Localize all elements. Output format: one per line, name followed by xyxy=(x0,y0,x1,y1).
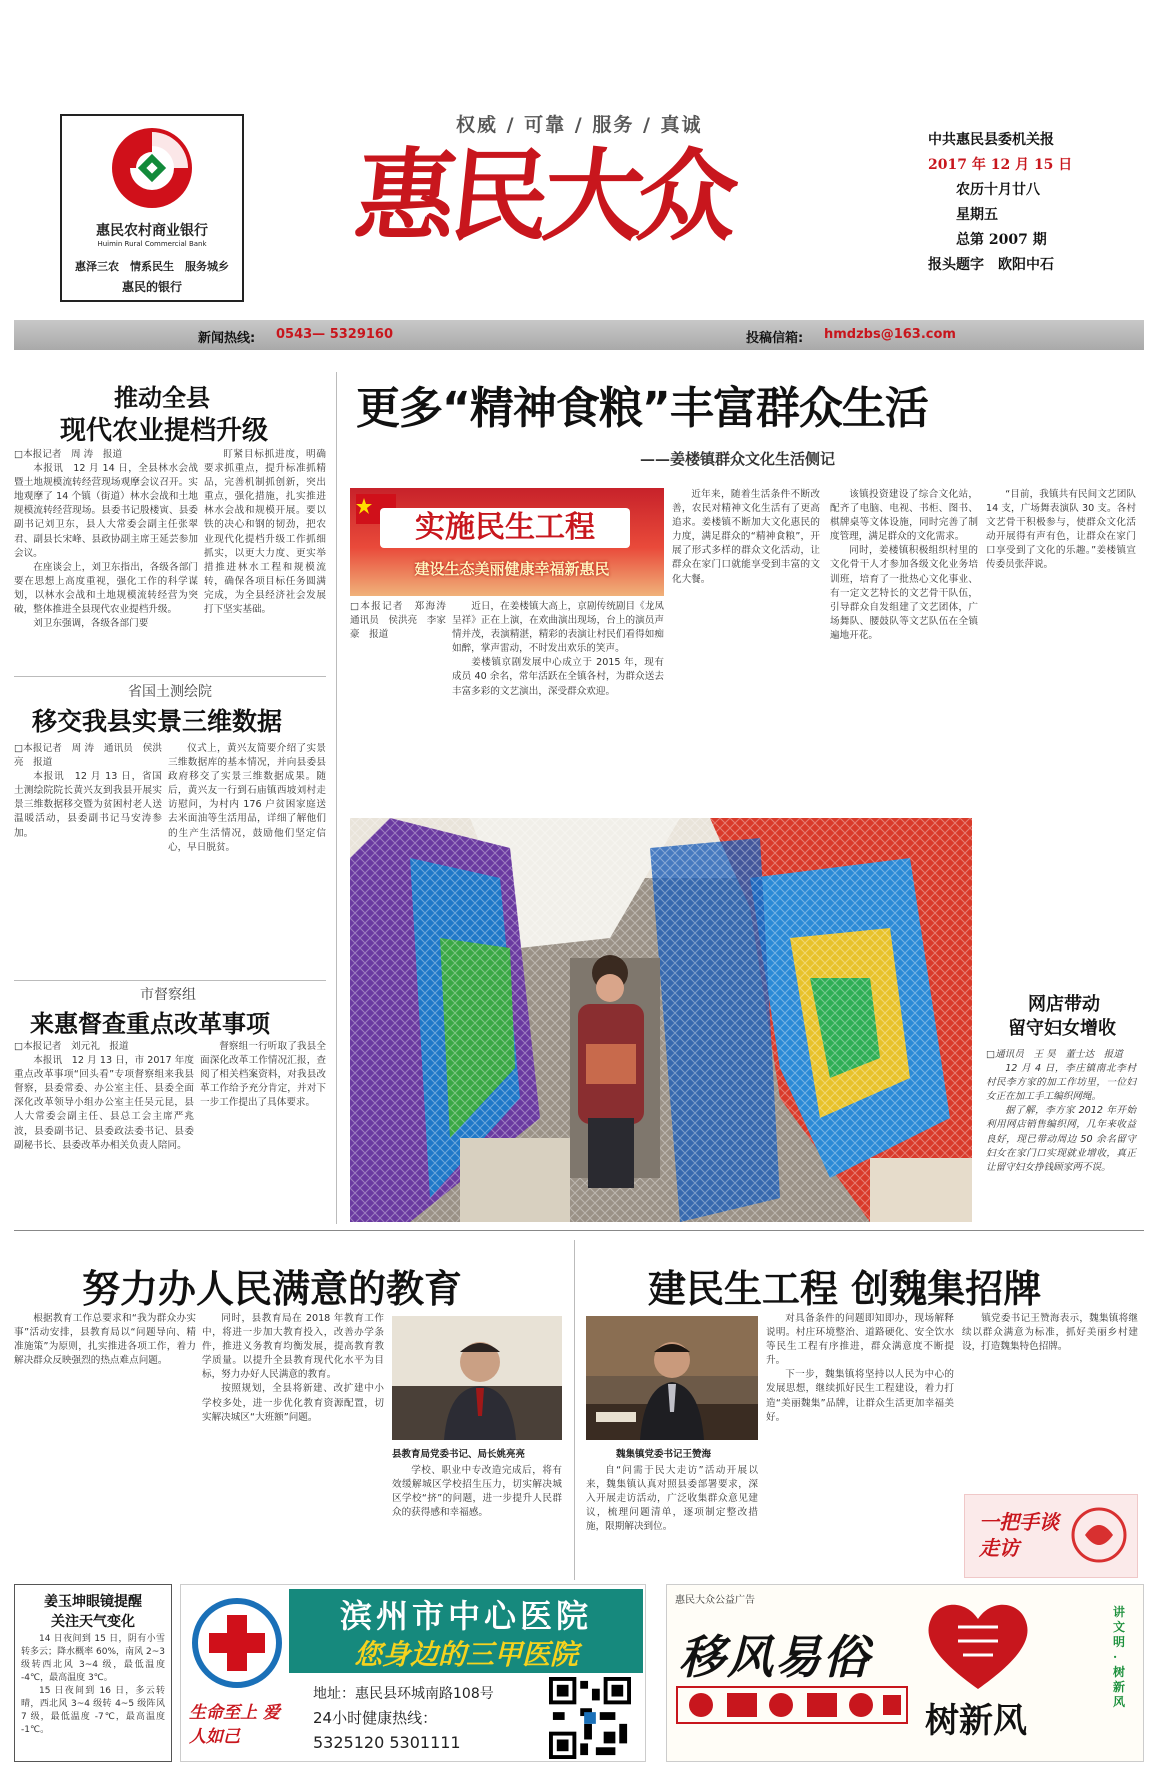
weaving-nets-illustration xyxy=(350,818,972,1222)
agri-para-3: 刘卫东强调，各级各部门要 xyxy=(33,618,149,630)
agri-title-2: 现代农业提档升级 xyxy=(60,416,269,446)
survey-kicker: 省国土测绘院 xyxy=(128,684,212,700)
pub-date: 2017 年 12 月 15 日 xyxy=(928,157,1073,173)
bank-logo-icon xyxy=(102,122,202,218)
reform-byline: □本报记者 刘元礼 报道 xyxy=(14,1041,129,1052)
agri-para-2: 在座谈会上，刘卫东指出，各级各部门要在思想上高度重视，强化工作的科学谋划，以林水会战和土地规模流转经营为突破，整体推进全县现代农业提档升级。 xyxy=(14,561,198,616)
reform-title: 来惠督查重点改革事项 xyxy=(30,1009,270,1038)
edu-portrait xyxy=(392,1316,562,1440)
wei-para-1: 自“问需于民大走访”活动开展以来，魏集镇认真对照县委部署要求，深入开展走访活动，广泛收集群众意见建议，梳理问题清单，逐项制定整改措施，限期解决到位。 xyxy=(586,1465,758,1533)
masthead-info xyxy=(928,128,1128,278)
survey-para-2: 仪式上，黄兴友简要介绍了实景三维数据库的基本情况，并向县委县政府移交了实景三维数据成果。随后，黄兴友一行到石庙镇西坡刘村走访慰问，为村内 176 户贫困家庭送去米面油等生活用品，详细了解他们的生产生活情况，鼓励他们坚定信心，早日脱贫。 xyxy=(168,743,326,853)
culture-body-5 xyxy=(986,488,1136,810)
wei-para-4: 镇党委书记王赞海表示，魏集镇将继续以群众满意为标准，抓好美丽乡村建设，打造魏集特色招牌。 xyxy=(962,1313,1138,1353)
hotline-number: 0543— 5329160 xyxy=(276,327,394,342)
edu-para-1: 根据教育工作总要求和“我为群众办实事”活动安排，县教育局以“问题导向、精准施策”为原则，扎实推进各项工作，着力解决群众反映强烈的热点难点问题。 xyxy=(14,1313,196,1367)
banner-photo xyxy=(350,488,664,596)
wei-para-2: 下一步，魏集镇将坚持以人民为中心的发展思想，继续抓好民生工程建设，着力打造“美丽魏集”品牌，让群众生活更加幸福美好。 xyxy=(766,1369,954,1423)
wei-stamp xyxy=(964,1494,1138,1578)
women-title-2: 留守妇女增收 xyxy=(1008,1018,1116,1039)
email-label: 投稿信箱: xyxy=(746,331,804,346)
culture-para-2: 姜楼镇京剧发展中心成立于 2015 年，现有成员 40 余名，常年活跃在全镇各村，为群众送去丰富多彩的文艺演出，深受群众欢迎。 xyxy=(452,657,664,697)
issue-number: 总第 2007 期 xyxy=(956,232,1047,248)
women-byline: □通讯员 王 昊 董士达 报道 xyxy=(986,1049,1123,1060)
hospital-cross-icon xyxy=(191,1597,283,1689)
email-address: hmdzbs@163.com xyxy=(824,327,956,342)
psa-subtitle: 树新风 xyxy=(925,1701,1027,1741)
reform-kicker: 市督察组 xyxy=(140,987,196,1003)
weekday: 星期五 xyxy=(956,207,998,223)
culture-para-5: 同时，姜楼镇积极组织村里的文化骨干人才参加各级文化业务培训班，培育了一批热心文化事业、有一定文艺特长的文艺骨干队伍，引导群众自发组建了文艺团体，广场舞队、腰鼓队等文艺队伍在全镇遍地开花。 xyxy=(830,545,978,641)
hospital-phones: 5325120 5301111 xyxy=(313,1733,461,1752)
edu-caption: 县教育局党委书记、局长姚亮亮 xyxy=(392,1449,526,1460)
culture-title: 更多“精神食粮”丰富群众生活 xyxy=(356,383,928,434)
survey-body-1 xyxy=(14,742,162,974)
hotline-label: 新闻热线: xyxy=(198,331,256,346)
weather-body xyxy=(21,1633,165,1757)
wei-para-3: 对具备条件的问题即知即办，现场解释说明。村庄环境整治、道路硬化、安全饮水等民生工程有序推进，群众满意度不断提升。 xyxy=(766,1313,954,1367)
women-para-2: 据了解，李方家 2012 年开始利用网店销售编织网，几年来收益良好，现已带动周边 50 余名留守妇女在家门口实现就业增收，真正让留守妇女挣钱顾家两不误。 xyxy=(986,1105,1136,1173)
wei-caption: 魏集镇党委书记王赞海 xyxy=(616,1449,712,1460)
portrait-illustration-2 xyxy=(586,1316,758,1440)
hospital-slogan: 您身边的三甲医院 xyxy=(353,1638,578,1671)
reform-para-2: 督察组一行听取了我县全面深化改革工作情况汇报，查阅了相关档案资料，对我县改革工作给予充分肯定，并对下一步工作提出了具体要求。 xyxy=(200,1041,326,1109)
bank-slogan: 惠泽三农 情系民生 服务城乡 xyxy=(75,260,229,273)
agri-body-1 xyxy=(14,448,198,668)
culture-para-4: 该镇投资建设了综合文化站，配齐了电脑、电视、书柜、图书、棋牌桌等文体设施，同时完善了制度管理，满足群众的文化需求。 xyxy=(830,489,978,543)
bank-name-en: Huimin Rural Commercial Bank xyxy=(97,240,207,248)
weather-para-1: 14 日夜间到 15 日，阴有小雪转多云；降水概率 60%，南风 2~3 级转西北风 3~4 级，最低温度 -4℃，最高温度 3℃。 xyxy=(21,1634,165,1683)
edu-para-4: 学校、职业中专改造完成后，将有效缓解城区学校招生压力，切实解决城区学校“挤”的问题，进一步提升人民群众的获得感和幸福感。 xyxy=(392,1465,562,1519)
survey-byline: □本报记者 周 涛 通讯员 侯洪亮 报道 xyxy=(14,743,162,769)
reform-body-2 xyxy=(200,1040,326,1222)
culture-byline: □本报记者 郑海涛 通讯员 侯洪亮 李家豪 报道 xyxy=(350,601,456,641)
wei-body-2 xyxy=(766,1312,954,1578)
hospital-name: 滨州市中心医院 xyxy=(339,1597,592,1635)
wei-body-3 xyxy=(962,1312,1138,1488)
culture-body-3 xyxy=(672,488,820,810)
wei-title: 建民生工程 创魏集招牌 xyxy=(648,1266,1042,1311)
hospital-ad xyxy=(180,1584,646,1762)
culture-subtitle: ——姜楼镇群众文化生活侧记 xyxy=(640,450,836,468)
survey-body-2 xyxy=(168,742,326,974)
reform-body-1 xyxy=(14,1040,194,1222)
edu-para-2: 同时，县教育局在 2018 年教育工作中，将进一步加大教育投入，改善办学条件，推进义务教育均衡发展，提高教育教学质量。以提升全县教育现代化水平为目标，努力办好人民满意的教育。 xyxy=(202,1313,384,1381)
culture-body-1 xyxy=(350,600,456,810)
hospital-hotline: 24小时健康热线： xyxy=(313,1709,438,1727)
survey-title: 移交我县实景三维数据 xyxy=(32,707,283,736)
paper-cut-icon xyxy=(1069,1505,1129,1565)
women-title-1: 网店带动 xyxy=(1028,994,1100,1015)
hospital-calligraphy: 生命至上 爱人如己 xyxy=(189,1703,280,1747)
women-para-1: 12 月 4 日，李庄镇南北李村村民李方家的加工作坊里，一位妇女正在加工手工编织网绳。 xyxy=(986,1063,1136,1103)
masthead-slogan: 权威 / 可靠 / 服务 / 真诚 xyxy=(456,114,703,136)
weather-para-2: 15 日夜间到 16 日，多云转晴，西北风 3~4 级转 4~5 级阵风 7 级，最低温度 -7℃，最高温度 -1℃。 xyxy=(21,1686,165,1735)
women-body xyxy=(986,1048,1136,1224)
agri-body-2 xyxy=(204,448,326,668)
psa-side: 讲文明·树新风 xyxy=(1113,1605,1126,1709)
wei-body-1 xyxy=(586,1464,758,1578)
wei-portrait xyxy=(586,1316,758,1440)
edu-title: 努力办人民满意的教育 xyxy=(82,1266,463,1311)
lunar-date: 农历十月廿八 xyxy=(956,182,1040,198)
masthead-title: 惠民大众 xyxy=(349,137,739,255)
weather-ad xyxy=(14,1584,172,1762)
reform-para-1: 本报讯 12 月 13 日，市 2017 年度重点改革事项“回头看”专项督察组来我县督察，县委常委、办公室主任、县委全面深化改革领导小组办公室主任吴元昆，县人大常委会副主任、县总工会主席严兆波，县委副书记、县委政法委书记、县委副秘书长、县委改革办相关负责人陪同。 xyxy=(14,1055,194,1151)
culture-body-2 xyxy=(452,600,664,810)
agri-para-1: 本报讯 12 月 14 日，全县林水会战暨土地规模流转经营现场观摩会议召开。实地观摩了 14 个镇（街道）林水会战和土地规模流转经营现场。县委书记殷楼寅、县委副书记刘卫东，县人大常委会副主任张翠君、副县长宋峰、县政协副主席王延芸参加会议。 xyxy=(14,463,198,559)
bank-tagline: 惠民的银行 xyxy=(121,280,182,294)
psa-title: 移风易俗 xyxy=(679,1630,871,1684)
edu-body-1 xyxy=(14,1312,196,1578)
psa-ad xyxy=(666,1584,1144,1762)
info-bar xyxy=(14,320,1144,350)
weather-title: 姜玉坤眼镜提醒 xyxy=(44,1594,142,1610)
portrait-illustration xyxy=(392,1316,562,1440)
culture-para-1: 近日，在姜楼镇大高上，京剧传统剧目《龙凤呈祥》正在上演，在欢曲演出现场，台上的演员声情并茂，表演精湛，精彩的表演让村民们看得如痴如醉，掌声雷动，不时发出欢乐的笑声。 xyxy=(452,601,664,655)
qr-code-icon xyxy=(549,1677,631,1759)
agri-byline: □本报记者 周 涛 报道 xyxy=(14,449,123,460)
bank-name: 惠民农村商业银行 xyxy=(96,223,208,239)
paper-cut-strip-icon xyxy=(677,1683,907,1727)
edu-para-3: 按照规划，全县将新建、改扩建中小学校多处，进一步优化教育资源配置，切实解决城区“大班额”问题。 xyxy=(202,1383,384,1423)
edu-body-2 xyxy=(202,1312,384,1578)
culture-body-4 xyxy=(830,488,978,810)
bank-ad xyxy=(60,114,244,302)
agri-title-1: 推动全县 xyxy=(114,383,210,412)
edu-body-3 xyxy=(392,1464,562,1578)
agri-para-4: 盯紧目标抓进度，明确要求抓重点，提升标准抓精品，完善机制抓创新，突出重点，强化措施，扎实推进林水会战和规模开展。要以铁的决心和钢的韧劲，把农业现代化提档升级工作抓细抓实，以更大力度、更实举措推进林水工程和规模流转，确保各项目标任务圆满完成，为全县经济社会发展打下坚实基础。 xyxy=(204,449,326,616)
weather-subtitle: 关注天气变化 xyxy=(51,1614,135,1630)
survey-para-1: 本报讯 12 月 13 日，省国土测绘院院长黄兴友到我县开展实景三维数据移交暨为贫困村老人送温暖活动，县委副书记马安涛参加。 xyxy=(14,771,162,839)
banner-line-1: 实施民生工程 xyxy=(380,508,630,548)
banner-line-2: 建设生态美丽健康幸福新惠民 xyxy=(414,560,610,578)
main-photo xyxy=(350,818,972,1222)
sponsor: 中共惠民县委机关报 xyxy=(928,132,1054,148)
hospital-panel xyxy=(289,1589,643,1673)
calligraphy-credit: 报头题字 欧阳中石 xyxy=(928,257,1054,273)
psa-label: 惠民大众公益广告 xyxy=(675,1595,755,1606)
culture-para-3: 近年来，随着生活条件不断改善，农民对精神文化生活有了更高追求。姜楼镇不断加大文化惠民的力度，满足群众的“精神食粮”，开展了形式多样的群众文化活动，让群众在家门口就能享受到丰富的文化大餐。 xyxy=(672,489,820,585)
culture-para-6: “目前，我镇共有民间文艺团队 14 支，广场舞表演队 30 支。各村文艺骨干积极参与，使群众文化活动开展得有声有色，让群众在家门口享受到了文化的乐趣。”姜楼镇宣传委员张萍说。 xyxy=(986,489,1136,571)
heart-icon xyxy=(923,1597,1033,1693)
wei-stamp-text: 一把手谈走访 xyxy=(979,1510,1059,1560)
hospital-address: 地址：惠民县环城南路108号 xyxy=(313,1686,494,1702)
